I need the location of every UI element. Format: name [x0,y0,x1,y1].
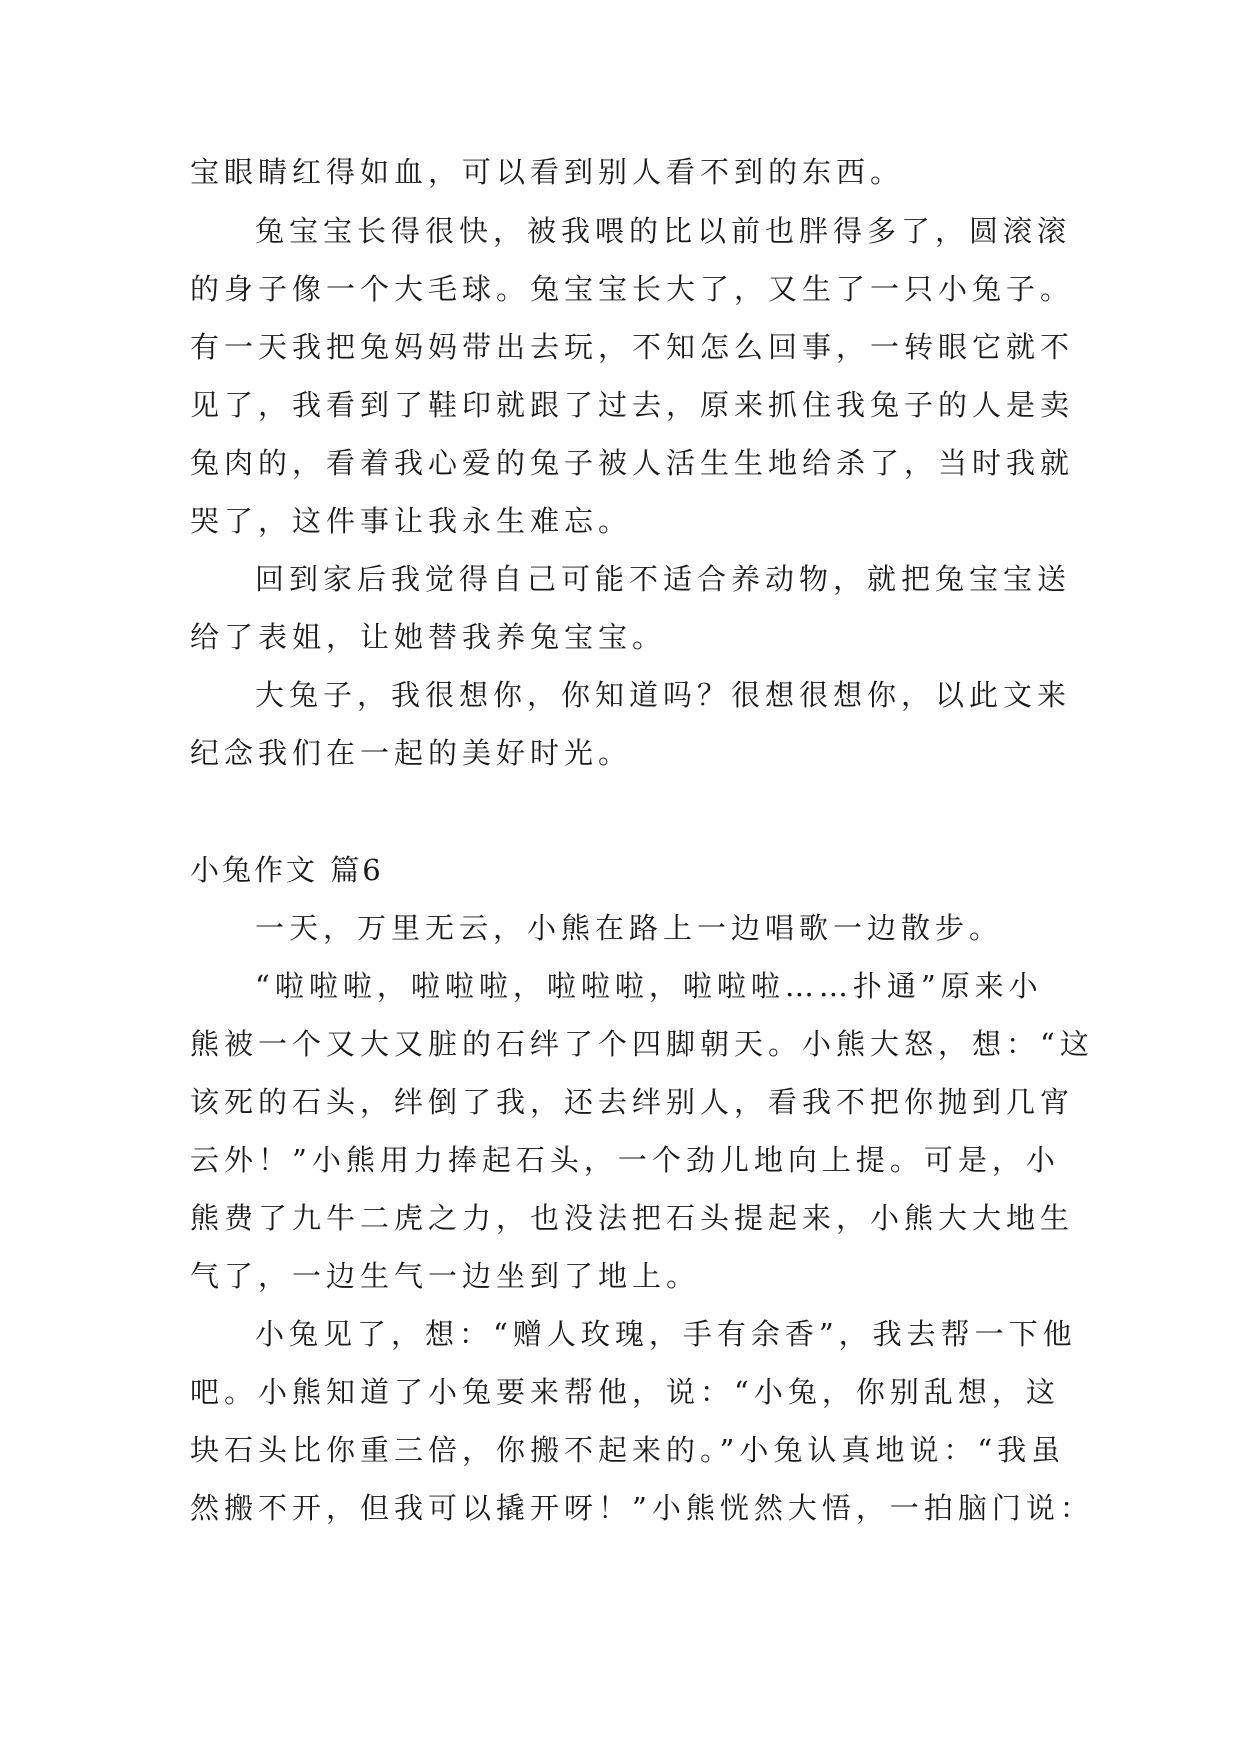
text-line: 有一天我把兔妈妈带出去玩，不知怎么回事，一转眼它就不 [190,330,1075,364]
text-line: 熊被一个又大又脏的石绊了个四脚朝天。小熊大怒，想：“这 [190,1027,1094,1061]
paragraph-start-line: 小兔见了，想：“赠人玫瑰，手有余香”，我去帮一下他 [255,1317,1077,1351]
paragraph-start-line: 一天，万里无云，小熊在路上一边唱歌一边散步。 [255,911,1004,945]
text-line: 见了，我看到了鞋印就跟了过去，原来抓住我兔子的人是卖 [190,388,1075,422]
text-line: 纪念我们在一起的美好时光。 [190,736,633,770]
paragraph-start-line: 回到家后我觉得自己可能不适合养动物，就把兔宝宝送 [255,562,1072,596]
paragraph-start-line: 大兔子，我很想你，你知道吗？很想很想你，以此文来 [255,678,1072,712]
text-line: 块石头比你重三倍，你搬不起来的。”小兔认真地说：“我虽 [190,1433,1066,1467]
text-line: 兔肉的，看着我心爱的兔子被人活生生地给杀了，当时我就 [190,446,1075,480]
text-line: 云外！”小熊用力捧起石头，一个劲儿地向上提。可是，小 [190,1143,1060,1177]
text-line: 给了表姐，让她替我养兔宝宝。 [190,620,667,654]
text-line: 气了，一边生气一边坐到了地上。 [190,1259,701,1293]
paragraph-start-line: 兔宝宝长得很快，被我喂的比以前也胖得多了，圆滚滚 [255,214,1072,248]
text-line: 然搬不开，但我可以撬开呀！”小熊恍然大悟，一拍脑门说： [190,1491,1094,1525]
paragraph-start-line: “啦啦啦，啦啦啦，啦啦啦，啦啦啦……扑通”原来小 [255,969,1043,1003]
text-line: 哭了，这件事让我永生难忘。 [190,504,633,538]
section-heading: 小兔作文 篇6 [190,853,384,887]
text-line: 宝眼睛红得如血，可以看到别人看不到的东西。 [190,155,905,189]
text-line: 吧。小熊知道了小兔要来帮他，说：“小兔，你别乱想，这 [190,1375,1060,1409]
text-line: 该死的石头，绊倒了我，还去绊别人，看我不把你抛到几宵 [190,1085,1075,1119]
text-line: 熊费了九牛二虎之力，也没法把石头提起来，小熊大大地生 [190,1201,1075,1235]
text-line: 的身子像一个大毛球。兔宝宝长大了，又生了一只小兔子。 [190,272,1075,306]
